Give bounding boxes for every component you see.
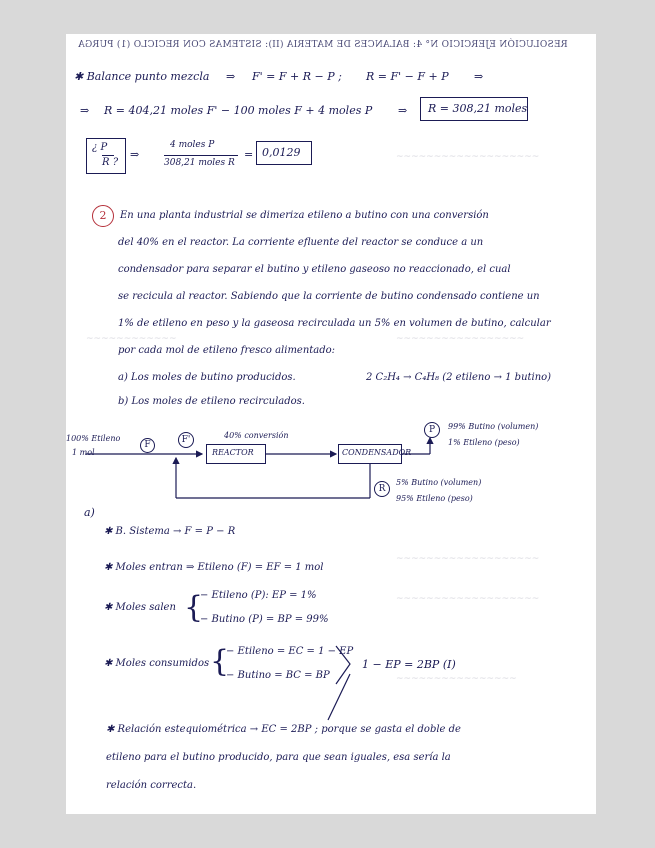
moles-out-label: ✱ Moles salen xyxy=(104,602,176,613)
problem-line: se recicula al reactor. Sabiendo que la corriente de butino condensado contiene un xyxy=(118,291,540,302)
problem-line: 1% de etileno en peso y la gaseosa recirculada un 5% en volumen de butino, calcular xyxy=(118,318,551,329)
product-composition: 1% Etileno (peso) xyxy=(448,438,520,447)
part-label: a) xyxy=(84,506,95,519)
product-composition: 99% Butino (volumen) xyxy=(448,422,539,431)
ratio-denominator: 308,21 moles R xyxy=(164,158,235,168)
stream-r-marker: R xyxy=(374,481,390,497)
r-result: R = 308,21 moles xyxy=(428,102,528,115)
stream-f-marker: F xyxy=(140,438,155,453)
problem-number-badge: 2 xyxy=(92,205,114,227)
question-a: a) Los moles de butino producidos. xyxy=(118,372,296,383)
notebook-page xyxy=(66,34,596,814)
moles-out-line: − Butino (P) = BP = 99% xyxy=(200,614,329,625)
arrow: ⇒ xyxy=(226,70,236,83)
reactor-label: REACTOR xyxy=(212,448,254,457)
arrow: ⇒ xyxy=(398,104,408,117)
consumed-result: 1 − EP = 2BP (I) xyxy=(362,658,456,671)
stoich-line: ✱ Relación estequiométrica → EC = 2BP ; porque se gasta el doble de xyxy=(106,724,461,735)
condenser-label: CONDENSADOR xyxy=(342,448,412,457)
balance-label: ✱ Balance punto mezcla xyxy=(74,70,210,83)
balance-eq1: F' = F + R − P ; xyxy=(252,70,342,83)
ratio-result: 0,0129 xyxy=(262,146,301,159)
feed-label: 1 mol xyxy=(72,448,95,457)
problem-line: por cada mol de etileno fresco alimentado: xyxy=(118,345,336,356)
problem-line: del 40% en el reactor. La corriente efluente del reactor se conduce a un xyxy=(118,237,484,248)
consumed-line: − Butino = BC = BP xyxy=(226,670,330,681)
bleed-through: ~~~~~~~~~~~~~~~~~~~ xyxy=(396,152,540,162)
r-equation: R = 404,21 moles F' − 100 moles F + 4 moles P xyxy=(104,104,373,117)
feed-label: 100% Etileno xyxy=(66,434,121,443)
brace: { xyxy=(184,590,204,625)
system-balance: ✱ B. Sistema → F = P − R xyxy=(104,526,236,537)
arrow: ⇒ xyxy=(474,70,484,83)
recycle-composition: 95% Etileno (peso) xyxy=(396,494,473,503)
equals-sign: = xyxy=(244,148,254,161)
moles-in: ✱ Moles entran ⇒ Etileno (F) = EF = 1 mol xyxy=(104,562,324,573)
stream-fprime-marker: F' xyxy=(178,432,194,448)
ratio-numerator: 4 moles P xyxy=(170,140,215,150)
bleed-through: ~~~~~~~~~~~~~~~~~ xyxy=(396,334,525,344)
consumed-line: − Etileno = EC = 1 − EP xyxy=(226,646,354,657)
bleed-through: ~~~~~~~~~~~~~~~~~~~ xyxy=(396,594,540,604)
stoich-pointer-line xyxy=(328,674,350,720)
stoich-line: etileno para el butino producido, para que sean iguales, esa sería la xyxy=(106,752,451,763)
conversion-label: 40% conversión xyxy=(224,431,289,440)
bleed-through: ~~~~~~~~~~~~~~~~~~~ xyxy=(396,554,540,564)
page-header: RESOLUCIÓN EJERCICIO N° 4: BALANCES DE MATERIA (II): SISTEMAS CON RECICLO (1) PURGA xyxy=(78,40,568,50)
brace: { xyxy=(210,644,230,679)
balance-eq2: R = F' − F + P xyxy=(366,70,449,83)
question-b: b) Los moles de etileno recirculados. xyxy=(118,396,305,407)
problem-line: condensador para separar el butino y etileno gaseoso no reaccionado, el cual xyxy=(118,264,511,275)
arrow: ⇒ xyxy=(130,148,140,161)
stream-p-marker: P xyxy=(424,422,440,438)
arrow: ⇒ xyxy=(80,104,90,117)
consumed-label: ✱ Moles consumidos xyxy=(104,658,210,669)
bleed-through: ~~~~~~~~~~~~~~~~ xyxy=(396,674,517,684)
recycle-composition: 5% Butino (volumen) xyxy=(396,478,482,487)
bleed-through: ~~~~~~~~~~~~ xyxy=(86,334,177,344)
ratio-question-top: ¿ P xyxy=(92,142,108,153)
ratio-question-bottom: R ? xyxy=(102,157,119,168)
moles-out-line: − Etileno (P): EP = 1% xyxy=(200,590,317,601)
problem-line: En una planta industrial se dimeriza etileno a butino con una conversión xyxy=(120,210,489,221)
stoich-line: relación correcta. xyxy=(106,780,197,791)
reaction-equation: 2 C₂H₄ → C₄H₈ (2 etileno → 1 butino) xyxy=(366,372,552,383)
